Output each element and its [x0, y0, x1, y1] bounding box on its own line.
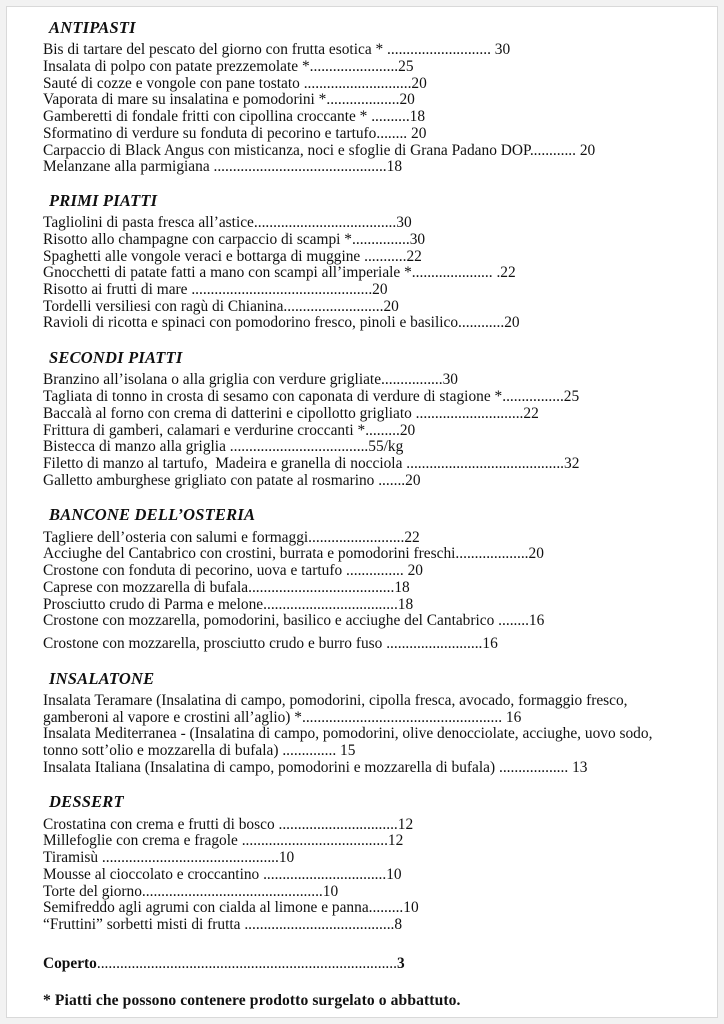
menu-item: Filetto di manzo al tartufo, Madeira e granella di nocciola .........................................32 [43, 455, 580, 472]
menu-item: Gnocchetti di patate fatti a mano con scampi all’imperiale *..................... .22 [43, 264, 516, 282]
menu-content [43, 19, 691, 1009]
menu-item: Torte del giorno...............................................10 [43, 882, 339, 900]
menu-item: Baccalà al forno con crema di datterini e cipollotto grigliato ............................22 [43, 404, 539, 422]
section-spacer [43, 653, 691, 670]
menu-item: Crostatina con crema e frutti di bosco ...............................12 [43, 815, 414, 833]
menu-section-bancone-dellosteria [43, 506, 691, 652]
section-title-secondi-piatti: SECONDI PIATTI [49, 348, 183, 368]
menu-item-list-bancone-dellosteria [43, 530, 691, 653]
section-spacer [43, 776, 691, 793]
coperto-row [43, 956, 691, 973]
menu-item: Ravioli di ricotta e spinaci con pomodorino fresco, pinoli e basilico............20 [43, 314, 520, 332]
menu-item: Mousse al cioccolato e croccantino ................................10 [43, 865, 402, 883]
menu-item: Vaporata di mare su insalatina e pomodorini *...................20 [43, 91, 415, 109]
menu-item-list-secondi-piatti [43, 372, 691, 489]
menu-item: Gamberetti di fondale fritti con cipollina croccante * ..........18 [43, 108, 426, 126]
section-title-dessert: DESSERT [49, 792, 124, 812]
menu-item: Insalata Italiana (Insalatina di campo, pomodorini e mozzarella di bufala) .................. 13 [43, 758, 588, 776]
menu-item: Frittura di gamberi, calamari e verdurine croccanti *.........20 [43, 421, 416, 439]
menu-item: Tagliere dell’osteria con salumi e formaggi.........................22 [43, 528, 420, 546]
menu-item: Galletto amburghese grigliato con patate al rosmarino .......20 [43, 471, 421, 489]
menu-item: Tagliolini di pasta fresca all’astice.....................................30 [43, 214, 412, 232]
menu-item: “Fruttini” sorbetti misti di frutta .......................................8 [43, 916, 403, 933]
menu-item: Crostone con mozzarella, pomodorini, basilico e acciughe del Cantabrico ........16 [43, 612, 545, 630]
section-spacer [43, 489, 691, 506]
menu-item: Tiramisù ..............................................10 [43, 849, 295, 867]
menu-item: Acciughe del Cantabrico con crostini, burrata e pomodorini freschi...................20 [43, 545, 544, 563]
menu-item: Insalata di polpo con patate prezzemolate *.......................25 [43, 58, 414, 76]
menu-item: Millefoglie con crema e fragole ......................................12 [43, 832, 404, 850]
section-title-insalatone: INSALATONE [49, 668, 155, 688]
menu-item-list-primi-piatti [43, 215, 691, 332]
section-title-antipasti: ANTIPASTI [49, 18, 136, 37]
menu-item: Prosciutto crudo di Parma e melone...................................18 [43, 595, 414, 613]
menu-sheet [6, 6, 718, 1018]
menu-item: Bis di tartare del pescato del giorno con frutta esotica * ........................... 30 [43, 41, 511, 59]
menu-item-list-dessert [43, 817, 691, 934]
menu-section-secondi-piatti [43, 349, 691, 489]
section-title-bancone-dellosteria: BANCONE DELL’OSTERIA [49, 505, 256, 525]
menu-item-list-antipasti [43, 42, 691, 176]
menu-item: Sauté di cozze e vongole con pane tostato ............................20 [43, 74, 427, 92]
section-title-primi-piatti: PRIMI PIATTI [49, 190, 158, 210]
menu-item-list-insalatone [43, 693, 691, 777]
menu-item: Melanzane alla parmigiana .............................................18 [43, 158, 403, 176]
menu-section-antipasti [43, 19, 691, 176]
menu-item: Semifreddo agli agrumi con cialda al limone e panna.........10 [43, 899, 419, 917]
menu-item: Branzino all’isolana o alla griglia con verdure grigliate................30 [43, 371, 458, 389]
coperto-price: 3 [396, 954, 405, 972]
menu-item: Sformatino di verdure su fonduta di pecorino e tartufo........ 20 [43, 124, 427, 142]
menu-item: Tagliata di tonno in crosta di sesamo con caponata di verdure di stagione *................25 [43, 388, 580, 406]
menu-item: Insalata Teramare (Insalatina di campo, pomodorini, cipolla fresca, avocado, formaggio fresco, gamberoni al vapore e crostini all’aglio) *.................................................... 16 [43, 691, 632, 726]
coperto-dot-leader: .............................................................................. [96, 954, 397, 972]
menu-item: Carpaccio di Black Angus con misticanza, noci e sfoglie di Grana Padano DOP............ 20 [43, 141, 596, 159]
coperto-label: Coperto [43, 954, 97, 972]
menu-section-insalatone [43, 670, 691, 777]
menu-section-primi-piatti [43, 192, 691, 332]
menu-item: Crostone con mozzarella, prosciutto crudo e burro fuso .........................16 [43, 634, 498, 652]
menu-item: Spaghetti alle vongole veraci e bottarga di muggine ...........22 [43, 247, 422, 265]
menu-item: Crostone con fonduta di pecorino, uova e tartufo ............... 20 [43, 562, 423, 580]
allergen-note: * Piatti che possono contenere prodotto surgelato o abbattuto. [43, 991, 461, 1009]
menu-item: Tordelli versiliesi con ragù di Chianina..........................20 [43, 297, 399, 315]
section-spacer [43, 332, 691, 349]
menu-section-dessert [43, 793, 691, 933]
menu-item: Risotto allo champagne con carpaccio di scampi *...............30 [43, 230, 426, 248]
menu-item: Bistecca di manzo alla griglia ....................................55/kg [43, 438, 404, 456]
section-spacer [43, 176, 691, 192]
menu-item: Insalata Mediterranea - (Insalatina di campo, pomodorini, olive denocciolate, acciughe, uovo sodo, tonno sott’olio e mozzarella di bufala) .............. 15 [43, 725, 657, 760]
menu-item: Risotto ai frutti di mare ...............................................20 [43, 281, 388, 299]
menu-item: Caprese con mozzarella di bufala......................................18 [43, 578, 410, 596]
